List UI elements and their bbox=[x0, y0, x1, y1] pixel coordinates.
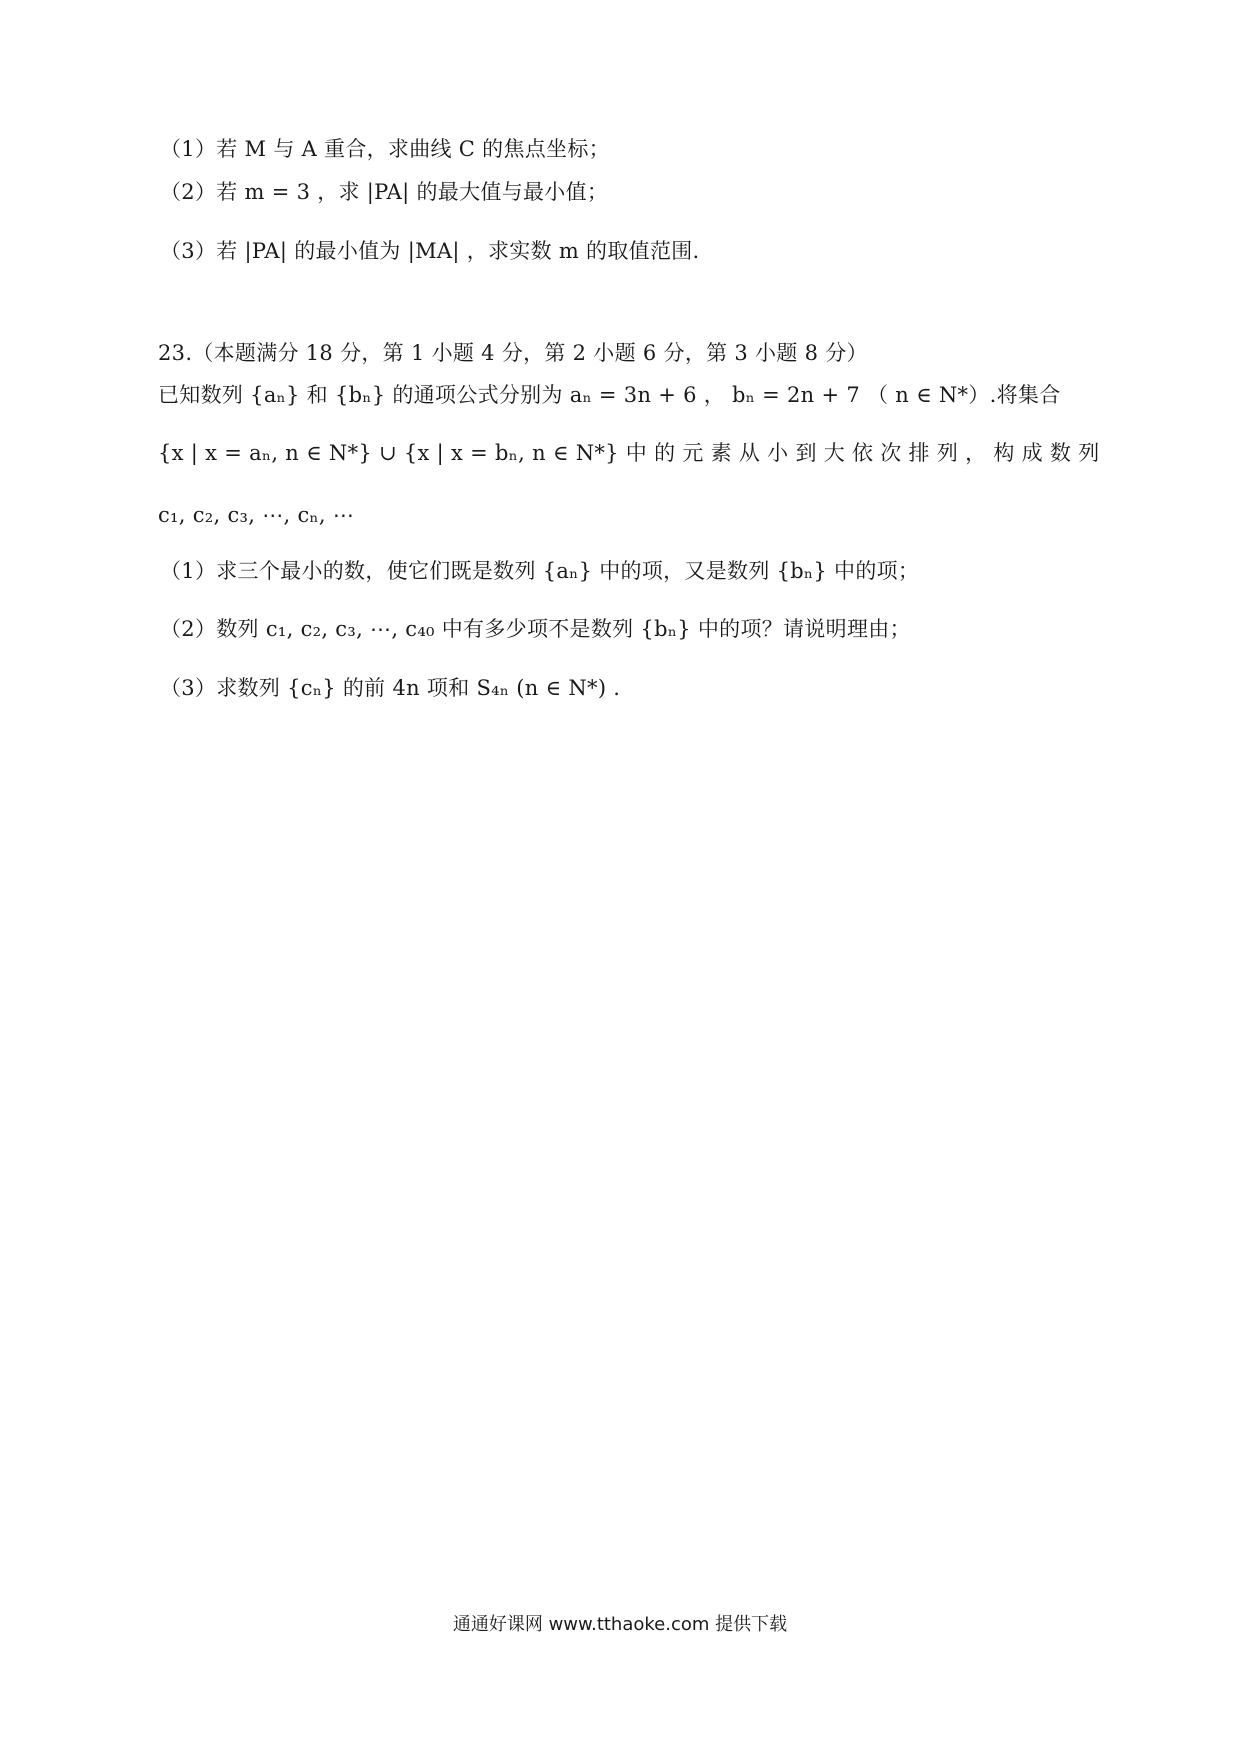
prev-part-1: （1）若 M 与 A 重合，求曲线 C 的焦点坐标； bbox=[160, 137, 610, 161]
question-23-part-1: （1）求三个最小的数，使它们既是数列 {aₙ} 中的项，又是数列 {bₙ} 中的项； bbox=[160, 559, 920, 583]
page-footer: 通通好课网 www.tthaoke.com 提供下载 bbox=[452, 1614, 788, 1635]
question-23-part-3: （3）求数列 {cₙ} 的前 4n 项和 S₄ₙ (n ∈ N*) . bbox=[160, 676, 621, 700]
prev-part-2: （2）若 m = 3 ，求 |PA| 的最大值与最小值； bbox=[160, 180, 609, 204]
question-23-stem-line-3: c₁, c₂, c₃, ⋯, cₙ, ⋯ bbox=[158, 503, 355, 527]
question-23-stem-line-2: {x | x = aₙ, n ∈ N*} ∪ {x | x = bₙ, n ∈ N*} 中 的 元 素 从 小 到 大 依 次 排 列 ， 构 成 数 列 bbox=[158, 441, 1100, 465]
question-23-header: 23.（本题满分 18 分，第 1 小题 4 分，第 2 小题 6 分，第 3 小题 8 分） bbox=[158, 341, 868, 365]
question-23-stem-line-1: 已知数列 {aₙ} 和 {bₙ} 的通项公式分别为 aₙ = 3n + 6 ， bₙ = 2n + 7 （ n ∈ N*）.将集合 bbox=[158, 383, 1061, 407]
question-23-part-2: （2）数列 c₁, c₂, c₃, ⋯, c₄₀ 中有多少项不是数列 {bₙ} 中的项？请说明理由； bbox=[160, 617, 911, 641]
prev-part-3: （3）若 |PA| 的最小值为 |MA| ，求实数 m 的取值范围. bbox=[160, 239, 700, 263]
